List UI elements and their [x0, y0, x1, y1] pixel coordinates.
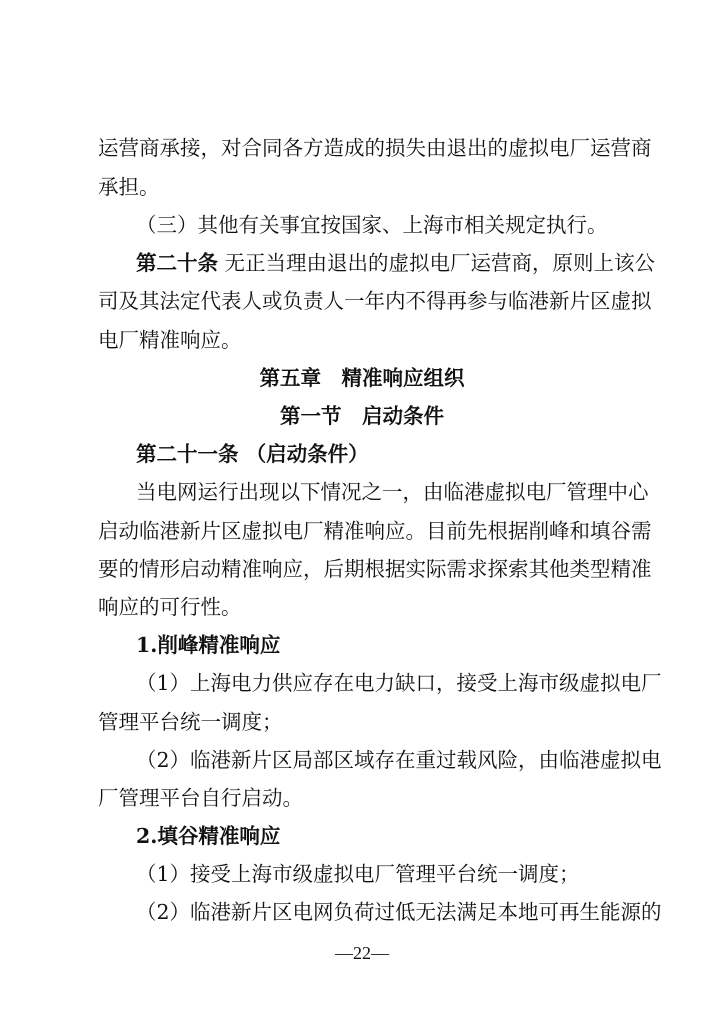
article-21-heading: 第二十一条 （启动条件）: [136, 442, 369, 466]
body-text-line: 承担。: [98, 175, 160, 199]
page-number: —22—: [335, 943, 389, 963]
body-text-line: （1）接受上海市级虚拟电厂管理平台统一调度；: [136, 862, 580, 886]
body-text-line: （1）上海电力供应存在电力缺口，接受上海市级虚拟电厂: [136, 671, 662, 695]
body-text-line: （2）临港新片区电网负荷过低无法满足本地可再生能源的: [136, 900, 662, 924]
subheading-valley-filling: 2.填谷精准响应: [136, 824, 281, 848]
body-text-line: 管理平台统一调度；: [98, 710, 283, 734]
body-text-line: （三）其他有关事宜按国家、上海市相关规定执行。: [136, 213, 608, 237]
article-20-heading: 第二十条: [136, 251, 218, 275]
body-text-line: 电厂精准响应。: [98, 328, 242, 352]
body-text-line: 启动临港新片区虚拟电厂精准响应。目前先根据削峰和填谷需: [98, 519, 652, 543]
body-text-line: 运营商承接，对合同各方造成的损失由退出的虚拟电厂运营商: [98, 136, 652, 160]
body-text-line: （2）临港新片区局部区域存在重过载风险，由临港虚拟电: [136, 748, 662, 772]
section-title: 第一节 启动条件: [280, 404, 444, 428]
chapter-title: 第五章 精准响应组织: [259, 366, 465, 390]
body-text-line: 当电网运行出现以下情况之一，由临港虚拟电厂管理中心: [136, 480, 649, 504]
article-20-first-line: [136, 248, 656, 278]
body-text-line: 司及其法定代表人或负责人一年内不得再参与临港新片区虚拟: [98, 289, 652, 313]
subheading-peak-shaving: 1.削峰精准响应: [136, 633, 281, 657]
body-text-line: 厂管理平台自行启动。: [98, 786, 303, 810]
body-text-line: 响应的可行性。: [98, 595, 242, 619]
body-text-line: 要的情形启动精准响应，后期根据实际需求探索其他类型精准: [98, 557, 652, 581]
article-20-text: 无正当理由退出的虚拟电厂运营商，原则上该公: [224, 251, 656, 275]
